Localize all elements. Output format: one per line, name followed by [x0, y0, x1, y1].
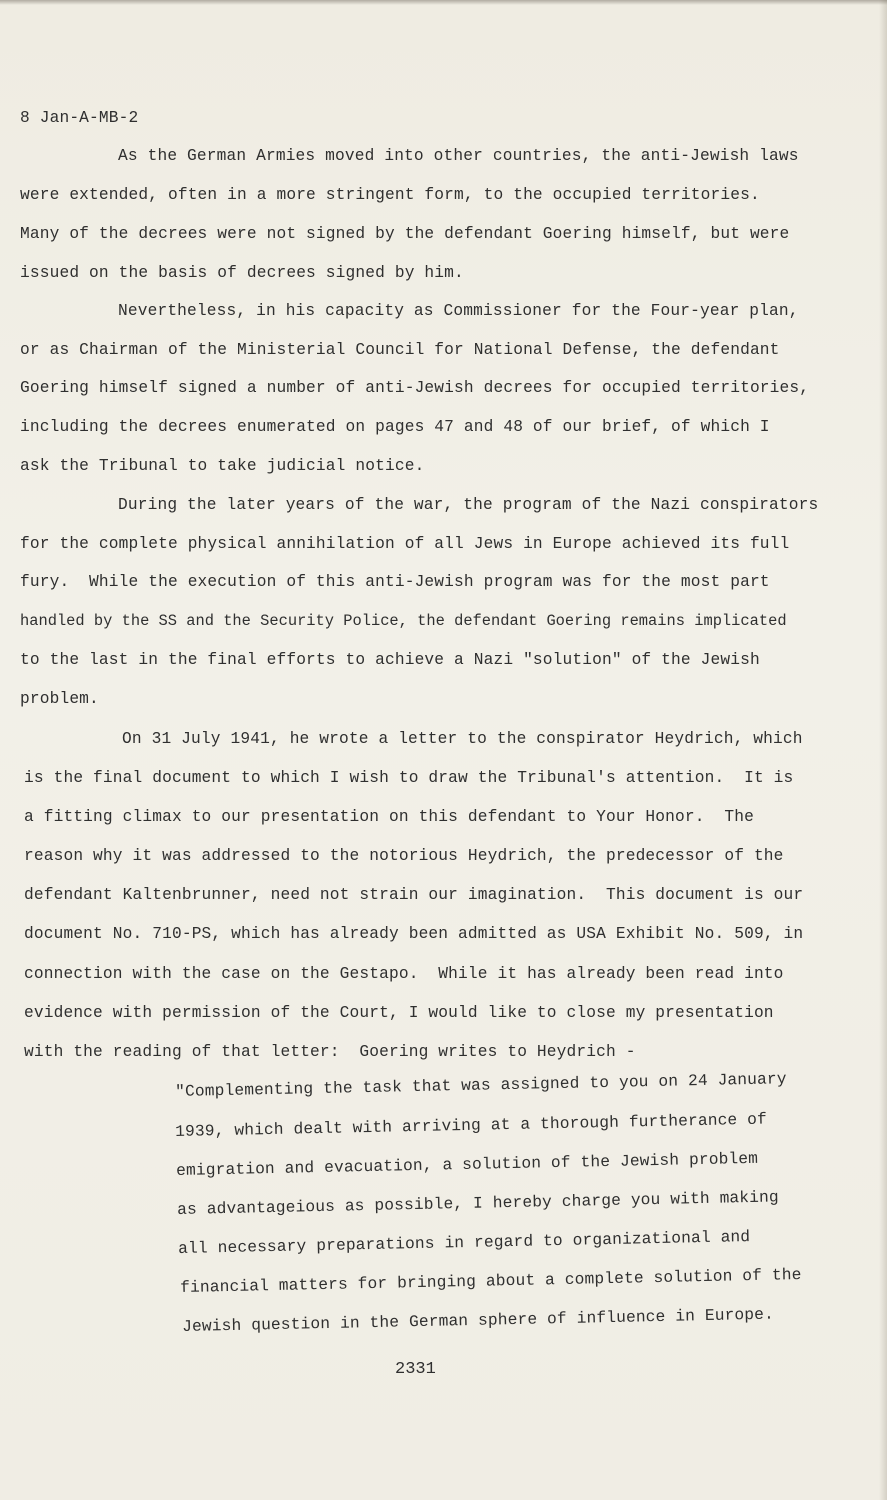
page-right-edge	[879, 0, 887, 1500]
page-number: 2331	[395, 1360, 436, 1379]
quote-line-2: 1939, which dealt with arriving at a thorough furtherance of	[175, 1110, 768, 1141]
p4-line-1: On 31 July 1941, he wrote a letter to the conspirator Heydrich, which	[122, 730, 803, 748]
quote-line-7: Jewish question in the German sphere of influence in Europe.	[182, 1305, 775, 1336]
p4-line-7: connection with the case on the Gestapo. While it has already been read into	[24, 965, 784, 983]
p3-line-3: fury. While the execution of this anti-Jewish program was for the most part	[20, 573, 770, 591]
page-top-edge	[0, 0, 887, 5]
p3-line-5: to the last in the final efforts to achieve a Nazi "solution" of the Jewish	[20, 651, 760, 669]
quote-line-5: all necessary preparations in regard to organizational and	[178, 1228, 751, 1258]
p3-line-4: handled by the SS and the Security Police, the defendant Goering remains implicated	[20, 612, 787, 630]
p2-line-1: Nevertheless, in his capacity as Commissioner for the Four-year plan,	[118, 302, 799, 320]
p4-line-5: defendant Kaltenbrunner, need not strain our imagination. This document is our	[24, 886, 804, 904]
p2-line-4: including the decrees enumerated on pages 47 and 48 of our brief, of which I	[20, 418, 770, 436]
quote-line-4: as advantageious as possible, I hereby charge you with making	[177, 1188, 779, 1219]
p2-line-5: ask the Tribunal to take judicial notice.	[20, 457, 425, 475]
p3-line-6: problem.	[20, 690, 99, 708]
quote-line-6: financial matters for bringing about a complete solution of the	[180, 1265, 802, 1297]
p4-line-9: with the reading of that letter: Goering writes to Heydrich -	[24, 1043, 636, 1061]
document-reference: 8 Jan-A-MB-2	[20, 109, 139, 127]
p4-line-8: evidence with permission of the Court, I would like to close my presentation	[24, 1004, 774, 1022]
p4-line-2: is the final document to which I wish to draw the Tribunal's attention. It is	[24, 769, 794, 787]
p4-line-6: document No. 710-PS, which has already been admitted as USA Exhibit No. 509, in	[24, 925, 804, 943]
quote-line-1: "Complementing the task that was assigned to you on 24 January	[175, 1070, 787, 1101]
p3-line-2: for the complete physical annihilation of all Jews in Europe achieved its full	[20, 535, 790, 553]
p4-line-4: reason why it was addressed to the notorious Heydrich, the predecessor of the	[24, 847, 784, 865]
p2-line-2: or as Chairman of the Ministerial Council for National Defense, the defendant	[20, 341, 780, 359]
p4-line-3: a fitting climax to our presentation on this defendant to Your Honor. The	[24, 808, 754, 826]
p1-line-1: As the German Armies moved into other countries, the anti-Jewish laws	[118, 147, 799, 165]
p3-line-1: During the later years of the war, the program of the Nazi conspirators	[118, 496, 819, 514]
p1-line-3: Many of the decrees were not signed by the defendant Goering himself, but were	[20, 225, 790, 243]
quote-line-3: emigration and evacuation, a solution of the Jewish problem	[176, 1149, 759, 1180]
p2-line-3: Goering himself signed a number of anti-Jewish decrees for occupied territories,	[20, 379, 810, 397]
p1-line-4: issued on the basis of decrees signed by him.	[20, 264, 464, 282]
p1-line-2: were extended, often in a more stringent form, to the occupied territories.	[20, 186, 760, 204]
